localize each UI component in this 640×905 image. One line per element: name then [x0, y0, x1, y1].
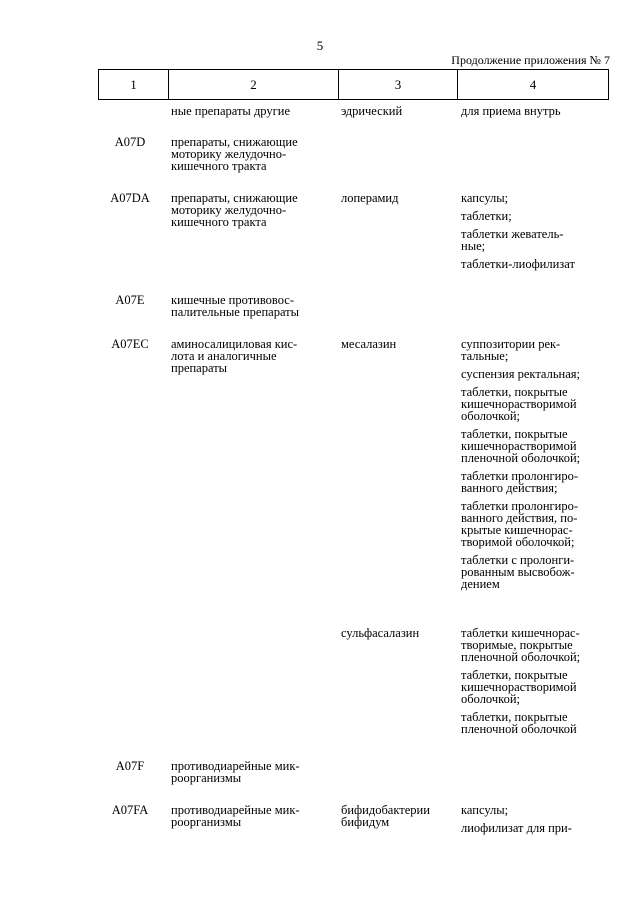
row-dosage-forms — [461, 105, 611, 123]
dosage-form-item: капсулы; — [461, 803, 509, 817]
row-inn: бифидобактерии бифидум — [341, 803, 430, 829]
row-code: A07E — [115, 293, 145, 307]
continuation-note: Продолжение приложения № 7 — [451, 53, 610, 67]
row-code: A07DA — [110, 191, 150, 205]
dosage-form-item: таблетки жеватель- ные; — [461, 227, 564, 253]
row-group-name: аминосалициловая кис- лота и аналогичные препараты — [171, 337, 298, 375]
column-header-row — [98, 69, 609, 100]
dosage-form-item: таблетки кишечнорас- творимые, покрытые пленочной оболочкой; — [461, 626, 581, 664]
dosage-form-item: лиофилизат для при- — [461, 821, 572, 835]
row-dosage-forms — [461, 338, 611, 596]
row-group-name: ные препараты другие — [171, 104, 291, 118]
dosage-form-item: таблетки, покрытые кишечнорастворимой оболочкой; — [461, 668, 577, 706]
page-number: 5 — [316, 38, 324, 53]
row-group-name: препараты, снижающие моторику желудочно- кишечного тракта — [171, 135, 298, 173]
row-group-name: препараты, снижающие моторику желудочно- кишечного тракта — [171, 191, 298, 229]
row-inn: лоперамид — [341, 191, 399, 205]
row-dosage-forms — [461, 192, 611, 276]
dosage-form-item: таблетки; — [461, 209, 512, 223]
dosage-form-item: суппозитории рек- тальные; — [461, 337, 561, 363]
dosage-form-item: таблетки, покрытые пленочной оболочкой — [461, 710, 577, 736]
dosage-form-item: таблетки с пролонги- рованным высвобож- дением — [461, 553, 575, 591]
dosage-form-item: таблетки-лиофилизат — [461, 257, 575, 271]
row-code: A07F — [115, 759, 145, 773]
header-col-2: 2 — [169, 70, 339, 100]
row-group-name: кишечные противовос- палительные препараты — [171, 293, 300, 319]
dosage-form-item: таблетки пролонгиро- ванного действия; — [461, 469, 579, 495]
dosage-form-item: для приема внутрь — [461, 104, 561, 118]
header-col-1: 1 — [99, 70, 169, 100]
row-group-name: противодиарейные мик- роорганизмы — [171, 759, 300, 785]
row-inn: месалазин — [341, 337, 397, 351]
row-code: A07D — [114, 135, 146, 149]
dosage-form-item: таблетки, покрытые кишечнорастворимой пленочной оболочкой; — [461, 427, 581, 465]
row-inn: эдрический — [341, 104, 403, 118]
dosage-form-item: таблетки, покрытые кишечнорастворимой оболочкой; — [461, 385, 577, 423]
row-code: A07EC — [111, 337, 149, 351]
row-dosage-forms — [461, 627, 611, 741]
row-inn: сульфасалазин — [341, 626, 420, 640]
header-col-3: 3 — [339, 70, 458, 100]
dosage-form-item: капсулы; — [461, 191, 509, 205]
header-col-4: 4 — [458, 70, 609, 100]
row-group-name: противодиарейные мик- роорганизмы — [171, 803, 300, 829]
row-code: A07FA — [111, 803, 149, 817]
dosage-form-item: таблетки пролонгиро- ванного действия, по- крытые кишечнорас- творимой оболочкой; — [461, 499, 579, 549]
dosage-form-item: суспензия ректальная; — [461, 367, 580, 381]
row-dosage-forms — [461, 804, 611, 840]
